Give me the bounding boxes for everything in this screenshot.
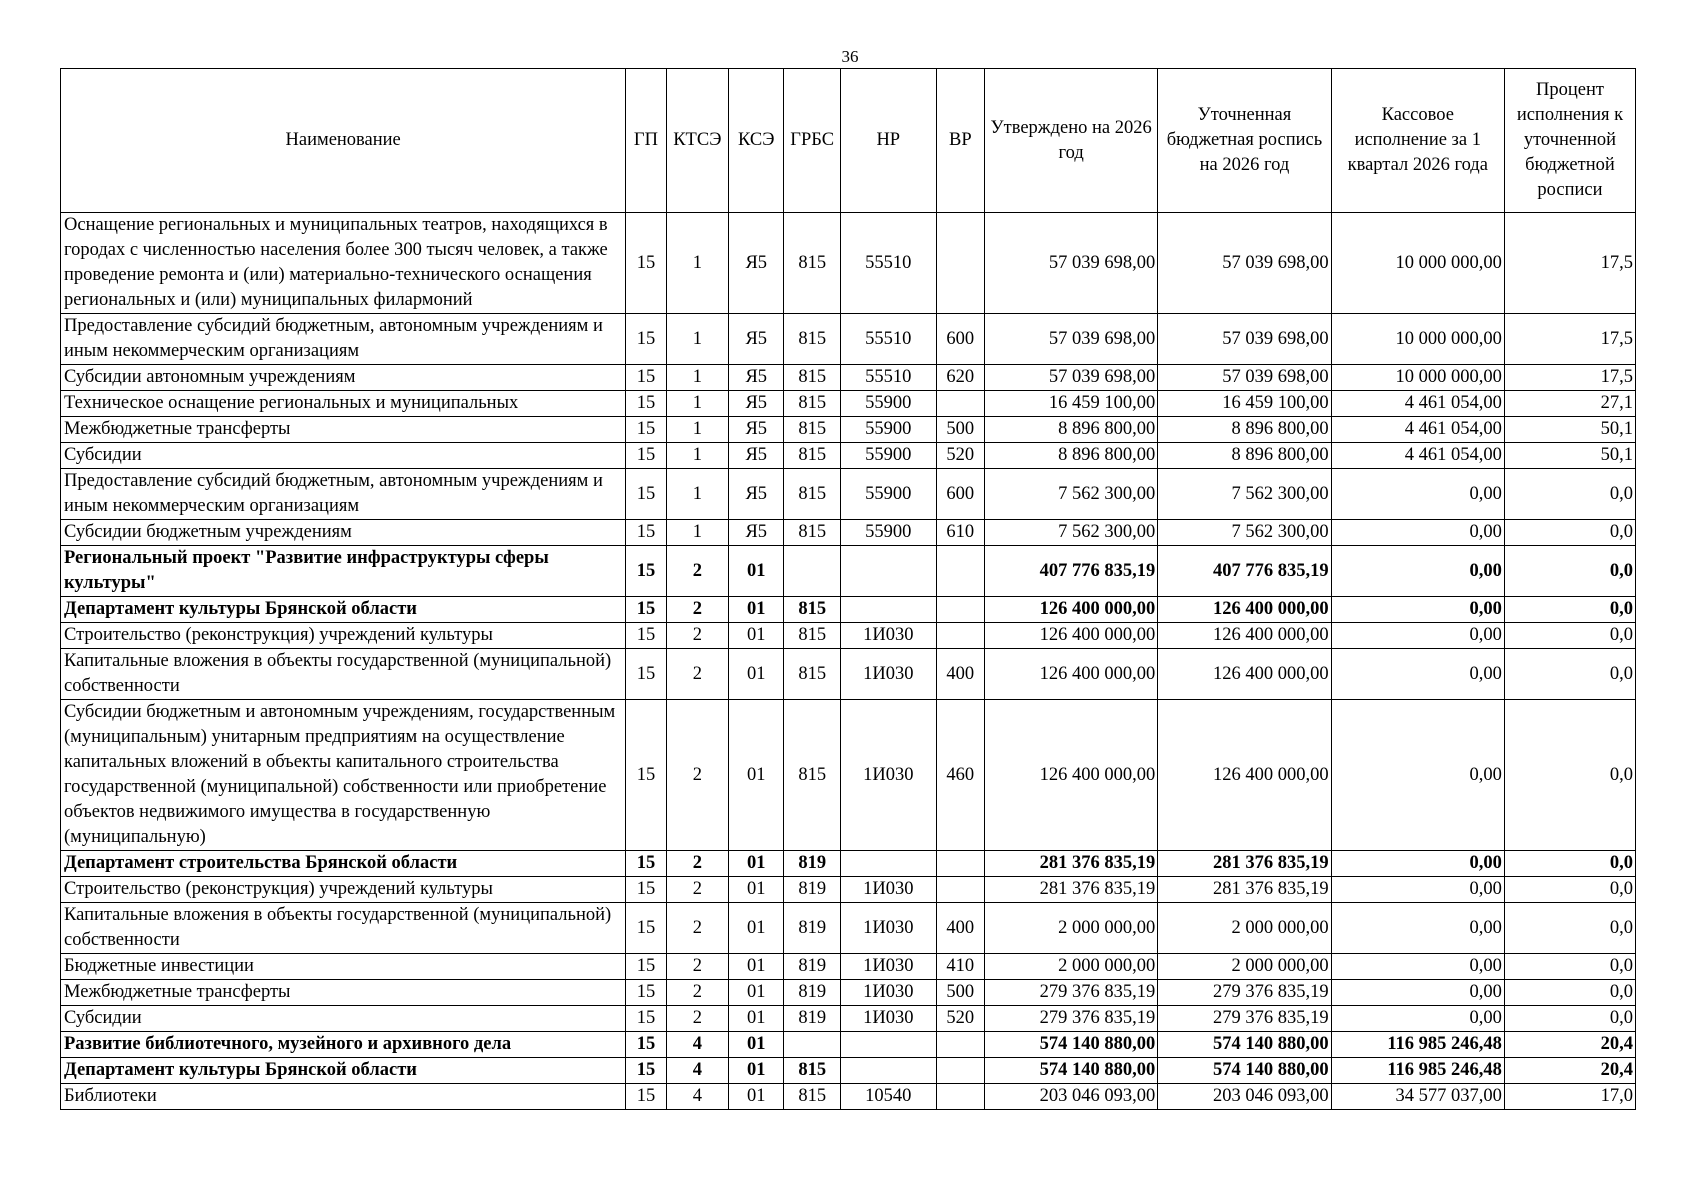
cell-name: Развитие библиотечного, музейного и архивного дела (61, 1032, 626, 1058)
cell-approved: 126 400 000,00 (984, 623, 1157, 649)
cell-cash: 0,00 (1331, 623, 1504, 649)
table-row (61, 903, 1636, 954)
cell-gp: 15 (626, 520, 666, 546)
cell-name: Строительство (реконструкция) учреждений культуры (61, 877, 626, 903)
cell-nr (840, 1058, 936, 1084)
cell-approved: 2 000 000,00 (984, 954, 1157, 980)
cell-grbs: 815 (784, 700, 840, 851)
cell-kse: 01 (729, 980, 784, 1006)
cell-percent: 20,4 (1504, 1032, 1635, 1058)
cell-refined: 57 039 698,00 (1158, 314, 1331, 365)
cell-cash: 4 461 054,00 (1331, 417, 1504, 443)
cell-cash: 0,00 (1331, 980, 1504, 1006)
col-header-cash: Кассовое исполнение за 1 квартал 2026 года (1331, 69, 1504, 213)
cell-gp: 15 (626, 954, 666, 980)
cell-vr: 520 (936, 1006, 984, 1032)
col-header-approved: Утверждено на 2026 год (984, 69, 1157, 213)
cell-vr: 600 (936, 314, 984, 365)
cell-ktse: 1 (666, 443, 728, 469)
cell-kse: 01 (729, 1058, 784, 1084)
cell-vr (936, 391, 984, 417)
cell-ktse: 2 (666, 649, 728, 700)
table-row (61, 597, 1636, 623)
cell-cash: 0,00 (1331, 1006, 1504, 1032)
cell-percent: 0,0 (1504, 1006, 1635, 1032)
cell-kse: 01 (729, 546, 784, 597)
cell-vr (936, 1058, 984, 1084)
cell-ktse: 2 (666, 700, 728, 851)
cell-ktse: 2 (666, 546, 728, 597)
cell-cash: 0,00 (1331, 649, 1504, 700)
cell-refined: 126 400 000,00 (1158, 649, 1331, 700)
cell-percent: 27,1 (1504, 391, 1635, 417)
cell-approved: 57 039 698,00 (984, 213, 1157, 314)
cell-vr: 500 (936, 417, 984, 443)
cell-kse: 01 (729, 903, 784, 954)
cell-vr (936, 546, 984, 597)
cell-percent: 17,5 (1504, 365, 1635, 391)
cell-nr: 55900 (840, 417, 936, 443)
cell-kse: Я5 (729, 520, 784, 546)
cell-grbs (784, 1032, 840, 1058)
cell-grbs: 815 (784, 1058, 840, 1084)
cell-approved: 574 140 880,00 (984, 1032, 1157, 1058)
cell-ktse: 1 (666, 365, 728, 391)
cell-name: Субсидии бюджетным и автономным учреждениям, государственным (муниципальным) унитарным предприятиям на осуществление капитальных вложений в объекты капитального строительства государственной (муниципальной) собственности или приобретение объектов недвижимого имущества в государственную (муниципальную) (61, 700, 626, 851)
cell-cash: 116 985 246,48 (1331, 1058, 1504, 1084)
cell-cash: 116 985 246,48 (1331, 1032, 1504, 1058)
cell-gp: 15 (626, 700, 666, 851)
cell-vr: 600 (936, 469, 984, 520)
table-header-row (61, 69, 1636, 213)
cell-refined: 279 376 835,19 (1158, 980, 1331, 1006)
col-header-refined: Уточненная бюджетная роспись на 2026 год (1158, 69, 1331, 213)
cell-vr (936, 623, 984, 649)
cell-name: Капитальные вложения в объекты государственной (муниципальной) собственности (61, 903, 626, 954)
cell-refined: 407 776 835,19 (1158, 546, 1331, 597)
cell-vr: 610 (936, 520, 984, 546)
table-row (61, 877, 1636, 903)
cell-gp: 15 (626, 1006, 666, 1032)
cell-approved: 7 562 300,00 (984, 520, 1157, 546)
cell-nr: 55900 (840, 469, 936, 520)
cell-gp: 15 (626, 980, 666, 1006)
cell-ktse: 4 (666, 1032, 728, 1058)
cell-grbs: 815 (784, 443, 840, 469)
cell-refined: 8 896 800,00 (1158, 417, 1331, 443)
cell-refined: 57 039 698,00 (1158, 365, 1331, 391)
table-row (61, 443, 1636, 469)
cell-kse: 01 (729, 1006, 784, 1032)
cell-kse: Я5 (729, 213, 784, 314)
table-row (61, 1032, 1636, 1058)
cell-approved: 574 140 880,00 (984, 1058, 1157, 1084)
cell-refined: 281 376 835,19 (1158, 851, 1331, 877)
cell-ktse: 1 (666, 469, 728, 520)
page-number: 36 (841, 47, 859, 66)
budget-table (60, 68, 1636, 1110)
cell-name: Капитальные вложения в объекты государственной (муниципальной) собственности (61, 649, 626, 700)
cell-ktse: 2 (666, 903, 728, 954)
cell-vr (936, 877, 984, 903)
col-header-nr: НР (840, 69, 936, 213)
cell-cash: 0,00 (1331, 954, 1504, 980)
table-body (61, 213, 1636, 1110)
cell-grbs: 819 (784, 954, 840, 980)
cell-approved: 57 039 698,00 (984, 314, 1157, 365)
cell-vr: 400 (936, 903, 984, 954)
cell-percent: 0,0 (1504, 980, 1635, 1006)
cell-gp: 15 (626, 1058, 666, 1084)
cell-vr: 620 (936, 365, 984, 391)
cell-nr: 1И030 (840, 649, 936, 700)
cell-approved: 126 400 000,00 (984, 649, 1157, 700)
table-row (61, 213, 1636, 314)
cell-gp: 15 (626, 314, 666, 365)
cell-ktse: 2 (666, 954, 728, 980)
table-row (61, 623, 1636, 649)
table-row (61, 954, 1636, 980)
cell-approved: 8 896 800,00 (984, 417, 1157, 443)
cell-percent: 0,0 (1504, 877, 1635, 903)
table-row (61, 1006, 1636, 1032)
cell-cash: 0,00 (1331, 520, 1504, 546)
cell-kse: 01 (729, 1084, 784, 1110)
cell-gp: 15 (626, 649, 666, 700)
cell-ktse: 2 (666, 597, 728, 623)
cell-approved: 126 400 000,00 (984, 597, 1157, 623)
cell-cash: 0,00 (1331, 903, 1504, 954)
cell-gp: 15 (626, 1084, 666, 1110)
col-header-gp: ГП (626, 69, 666, 213)
cell-name: Предоставление субсидий бюджетным, автономным учреждениям и иным некоммерческим организациям (61, 469, 626, 520)
table-row (61, 1084, 1636, 1110)
col-header-kse: КСЭ (729, 69, 784, 213)
cell-refined: 574 140 880,00 (1158, 1058, 1331, 1084)
table-row (61, 851, 1636, 877)
cell-kse: 01 (729, 851, 784, 877)
cell-kse: Я5 (729, 417, 784, 443)
cell-kse: 01 (729, 649, 784, 700)
cell-percent: 0,0 (1504, 520, 1635, 546)
cell-cash: 0,00 (1331, 546, 1504, 597)
cell-nr: 1И030 (840, 623, 936, 649)
cell-approved: 126 400 000,00 (984, 700, 1157, 851)
cell-name: Техническое оснащение региональных и муниципальных (61, 391, 626, 417)
cell-gp: 15 (626, 213, 666, 314)
cell-approved: 57 039 698,00 (984, 365, 1157, 391)
cell-ktse: 2 (666, 877, 728, 903)
cell-refined: 203 046 093,00 (1158, 1084, 1331, 1110)
cell-percent: 0,0 (1504, 954, 1635, 980)
table-row (61, 546, 1636, 597)
cell-nr: 55510 (840, 314, 936, 365)
cell-nr (840, 597, 936, 623)
cell-percent: 20,4 (1504, 1058, 1635, 1084)
cell-grbs (784, 546, 840, 597)
cell-name: Департамент культуры Брянской области (61, 597, 626, 623)
cell-approved: 279 376 835,19 (984, 980, 1157, 1006)
cell-kse: Я5 (729, 469, 784, 520)
cell-ktse: 1 (666, 213, 728, 314)
cell-percent: 0,0 (1504, 851, 1635, 877)
cell-approved: 7 562 300,00 (984, 469, 1157, 520)
cell-nr: 55510 (840, 213, 936, 314)
cell-cash: 0,00 (1331, 877, 1504, 903)
cell-nr: 1И030 (840, 1006, 936, 1032)
cell-ktse: 1 (666, 391, 728, 417)
cell-approved: 407 776 835,19 (984, 546, 1157, 597)
cell-grbs: 815 (784, 597, 840, 623)
cell-percent: 0,0 (1504, 623, 1635, 649)
cell-cash: 10 000 000,00 (1331, 365, 1504, 391)
cell-grbs: 819 (784, 980, 840, 1006)
cell-percent: 0,0 (1504, 700, 1635, 851)
cell-percent: 50,1 (1504, 443, 1635, 469)
cell-approved: 2 000 000,00 (984, 903, 1157, 954)
cell-refined: 574 140 880,00 (1158, 1032, 1331, 1058)
cell-ktse: 4 (666, 1084, 728, 1110)
cell-refined: 281 376 835,19 (1158, 877, 1331, 903)
cell-percent: 50,1 (1504, 417, 1635, 443)
cell-vr (936, 597, 984, 623)
cell-gp: 15 (626, 851, 666, 877)
cell-approved: 16 459 100,00 (984, 391, 1157, 417)
cell-percent: 17,5 (1504, 314, 1635, 365)
cell-grbs: 819 (784, 877, 840, 903)
cell-grbs: 815 (784, 391, 840, 417)
table-row (61, 314, 1636, 365)
cell-gp: 15 (626, 903, 666, 954)
cell-grbs: 815 (784, 469, 840, 520)
cell-refined: 2 000 000,00 (1158, 903, 1331, 954)
cell-name: Оснащение региональных и муниципальных театров, находящихся в городах с численностью населения более 300 тысяч человек, а также проведение ремонта и (или) материально-технического оснащения региональных и (или) муниципальных филармоний (61, 213, 626, 314)
cell-refined: 57 039 698,00 (1158, 213, 1331, 314)
cell-vr: 460 (936, 700, 984, 851)
cell-ktse: 1 (666, 417, 728, 443)
col-header-name: Наименование (61, 69, 626, 213)
cell-gp: 15 (626, 443, 666, 469)
cell-ktse: 2 (666, 851, 728, 877)
cell-ktse: 2 (666, 1006, 728, 1032)
cell-percent: 0,0 (1504, 597, 1635, 623)
cell-cash: 10 000 000,00 (1331, 314, 1504, 365)
cell-cash: 0,00 (1331, 469, 1504, 520)
cell-refined: 8 896 800,00 (1158, 443, 1331, 469)
cell-refined: 2 000 000,00 (1158, 954, 1331, 980)
table-row (61, 520, 1636, 546)
cell-gp: 15 (626, 1032, 666, 1058)
col-header-ktse: КТСЭ (666, 69, 728, 213)
cell-kse: 01 (729, 954, 784, 980)
cell-grbs: 815 (784, 417, 840, 443)
cell-percent: 0,0 (1504, 903, 1635, 954)
table-row (61, 700, 1636, 851)
table-row (61, 469, 1636, 520)
cell-vr (936, 1084, 984, 1110)
cell-percent: 0,0 (1504, 546, 1635, 597)
cell-grbs: 815 (784, 649, 840, 700)
cell-nr: 55900 (840, 391, 936, 417)
table-row (61, 1058, 1636, 1084)
cell-refined: 126 400 000,00 (1158, 623, 1331, 649)
cell-vr: 500 (936, 980, 984, 1006)
cell-name: Предоставление субсидий бюджетным, автономным учреждениям и иным некоммерческим организациям (61, 314, 626, 365)
cell-name: Межбюджетные трансферты (61, 980, 626, 1006)
cell-name: Субсидии (61, 443, 626, 469)
cell-cash: 0,00 (1331, 597, 1504, 623)
cell-cash: 0,00 (1331, 700, 1504, 851)
cell-ktse: 2 (666, 623, 728, 649)
cell-approved: 203 046 093,00 (984, 1084, 1157, 1110)
cell-refined: 126 400 000,00 (1158, 700, 1331, 851)
cell-name: Строительство (реконструкция) учреждений культуры (61, 623, 626, 649)
cell-nr: 55900 (840, 443, 936, 469)
cell-kse: 01 (729, 597, 784, 623)
cell-approved: 281 376 835,19 (984, 851, 1157, 877)
cell-name: Региональный проект "Развитие инфраструктуры сферы культуры" (61, 546, 626, 597)
cell-name: Субсидии (61, 1006, 626, 1032)
cell-approved: 279 376 835,19 (984, 1006, 1157, 1032)
cell-ktse: 2 (666, 980, 728, 1006)
cell-nr: 1И030 (840, 877, 936, 903)
cell-kse: Я5 (729, 365, 784, 391)
cell-grbs: 815 (784, 213, 840, 314)
cell-ktse: 1 (666, 314, 728, 365)
cell-nr (840, 1032, 936, 1058)
cell-grbs: 815 (784, 365, 840, 391)
cell-vr (936, 213, 984, 314)
cell-name: Субсидии бюджетным учреждениям (61, 520, 626, 546)
table-row (61, 417, 1636, 443)
cell-gp: 15 (626, 365, 666, 391)
cell-gp: 15 (626, 877, 666, 903)
cell-name: Департамент строительства Брянской области (61, 851, 626, 877)
cell-grbs: 815 (784, 1084, 840, 1110)
table-row (61, 649, 1636, 700)
cell-name: Бюджетные инвестиции (61, 954, 626, 980)
cell-cash: 10 000 000,00 (1331, 213, 1504, 314)
cell-nr: 55900 (840, 520, 936, 546)
cell-grbs: 815 (784, 314, 840, 365)
cell-grbs: 815 (784, 520, 840, 546)
cell-vr: 400 (936, 649, 984, 700)
cell-approved: 281 376 835,19 (984, 877, 1157, 903)
cell-refined: 7 562 300,00 (1158, 520, 1331, 546)
cell-gp: 15 (626, 546, 666, 597)
cell-refined: 16 459 100,00 (1158, 391, 1331, 417)
cell-nr (840, 851, 936, 877)
cell-kse: 01 (729, 1032, 784, 1058)
cell-grbs: 819 (784, 1006, 840, 1032)
cell-vr (936, 851, 984, 877)
cell-grbs: 819 (784, 851, 840, 877)
cell-percent: 17,0 (1504, 1084, 1635, 1110)
cell-vr: 410 (936, 954, 984, 980)
cell-cash: 34 577 037,00 (1331, 1084, 1504, 1110)
cell-gp: 15 (626, 597, 666, 623)
cell-percent: 0,0 (1504, 469, 1635, 520)
cell-refined: 7 562 300,00 (1158, 469, 1331, 520)
cell-refined: 126 400 000,00 (1158, 597, 1331, 623)
cell-refined: 279 376 835,19 (1158, 1006, 1331, 1032)
cell-ktse: 1 (666, 520, 728, 546)
col-header-vr: ВР (936, 69, 984, 213)
cell-vr: 520 (936, 443, 984, 469)
cell-vr (936, 1032, 984, 1058)
cell-nr: 1И030 (840, 903, 936, 954)
cell-nr (840, 546, 936, 597)
table-row (61, 980, 1636, 1006)
cell-kse: 01 (729, 700, 784, 851)
cell-gp: 15 (626, 469, 666, 520)
cell-gp: 15 (626, 391, 666, 417)
cell-name: Библиотеки (61, 1084, 626, 1110)
cell-gp: 15 (626, 623, 666, 649)
table-row (61, 365, 1636, 391)
cell-cash: 4 461 054,00 (1331, 391, 1504, 417)
cell-kse: Я5 (729, 314, 784, 365)
cell-name: Департамент культуры Брянской области (61, 1058, 626, 1084)
cell-kse: 01 (729, 623, 784, 649)
cell-kse: Я5 (729, 443, 784, 469)
cell-name: Субсидии автономным учреждениям (61, 365, 626, 391)
cell-nr: 10540 (840, 1084, 936, 1110)
cell-percent: 17,5 (1504, 213, 1635, 314)
cell-nr: 1И030 (840, 700, 936, 851)
cell-kse: 01 (729, 877, 784, 903)
cell-nr: 1И030 (840, 980, 936, 1006)
col-header-grbs: ГРБС (784, 69, 840, 213)
cell-cash: 0,00 (1331, 851, 1504, 877)
table-row (61, 391, 1636, 417)
cell-grbs: 815 (784, 623, 840, 649)
cell-ktse: 4 (666, 1058, 728, 1084)
cell-cash: 4 461 054,00 (1331, 443, 1504, 469)
cell-kse: Я5 (729, 391, 784, 417)
cell-percent: 0,0 (1504, 649, 1635, 700)
col-header-percent: Процент исполнения к уточненной бюджетной росписи (1504, 69, 1635, 213)
cell-approved: 8 896 800,00 (984, 443, 1157, 469)
cell-grbs: 819 (784, 903, 840, 954)
cell-name: Межбюджетные трансферты (61, 417, 626, 443)
cell-nr: 1И030 (840, 954, 936, 980)
cell-nr: 55510 (840, 365, 936, 391)
cell-gp: 15 (626, 417, 666, 443)
